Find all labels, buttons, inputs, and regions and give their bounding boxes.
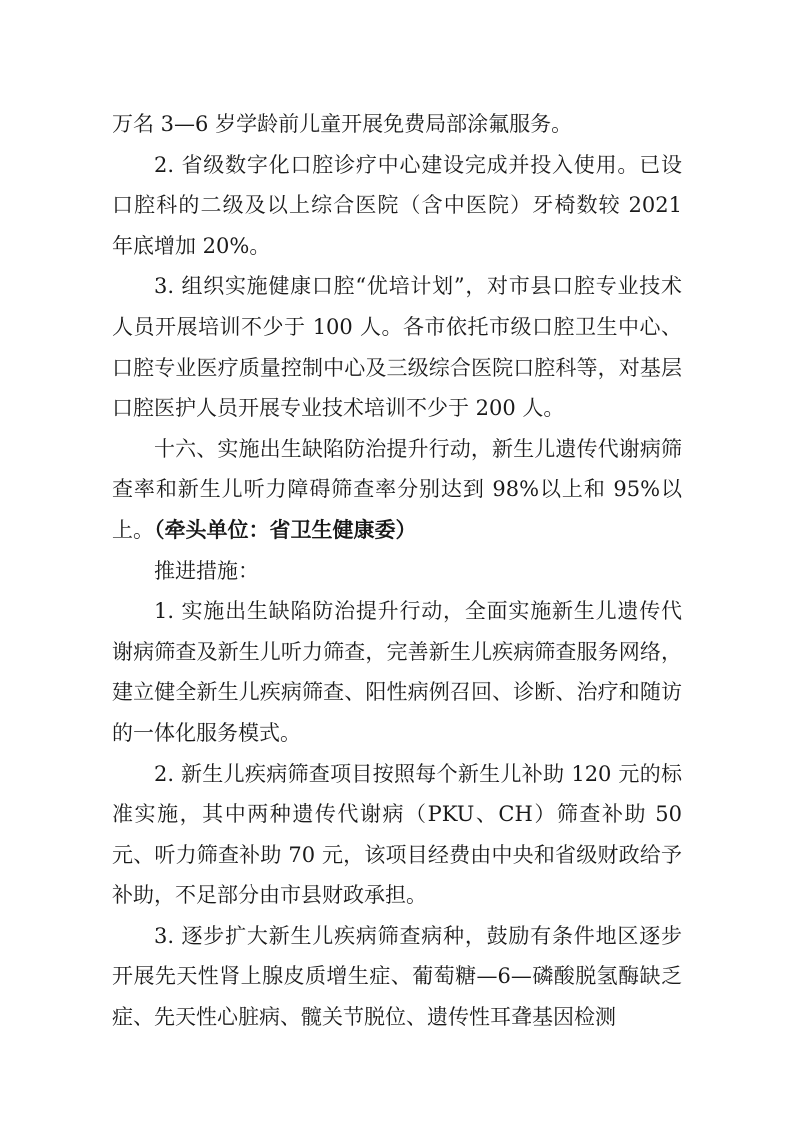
paragraph-item-2-digital-dental-center: 2. 省级数字化口腔诊疗中心建设完成并投入使用。已设口腔科的二级及以上综合医院（含中医院）牙椅数较 2021 年底增加 20%。 <box>112 152 682 258</box>
body-text <box>112 104 682 1038</box>
paragraph-section-16-heading <box>112 429 682 551</box>
measures-heading: 推进措施： <box>154 558 259 583</box>
paragraph-measure-3: 3. 逐步扩大新生儿疾病筛查病种，鼓励有条件地区逐步开展先天性肾上腺皮质增生症、葡萄糖—6—磷酸脱氢酶缺乏症、先天性心脏病、髋关节脱位、遗传性耳聋基因检测 <box>112 923 682 1030</box>
paragraph-continuation: 万名 3—6 岁学龄前儿童开展免费局部涂氟服务。 <box>112 112 573 136</box>
section-16-text: 十六、实施出生缺陷防治提升行动，新生儿遗传代谢病筛查率和新生儿听力障碍筛查率分别达到 98%以上和 95%以上。 <box>112 436 682 542</box>
lead-unit-label: （牵头单位：省卫生健康委） <box>154 516 417 542</box>
paragraph-item-3-training-plan: 3. 组织实施健康口腔“优培计划”，对市县口腔专业技术人员开展培训不少于 100 人。各市依托市级口腔卫生中心、口腔专业医疗质量控制中心及三级综合医院口腔科等，对基层口腔医护人员开展专业技术培训不少于 200 人。 <box>112 274 682 421</box>
paragraph-measure-2: 2. 新生儿疾病筛查项目按照每个新生儿补助 120 元的标准实施，其中两种遗传代谢病（PKU、CH）筛查补助 50 元、听力筛查补助 70 元，该项目经费由中央和省级财政给予补助，不足部分由市县财政承担。 <box>112 761 682 908</box>
paragraph-measure-1: 1. 实施出生缺陷防治提升行动，全面实施新生儿遗传代谢病筛查及新生儿听力筛查，完善新生儿疾病筛查服务网络，建立健全新生儿疾病筛查、阳性病例召回、诊断、治疗和随访的一体化服务模式。 <box>112 599 682 745</box>
